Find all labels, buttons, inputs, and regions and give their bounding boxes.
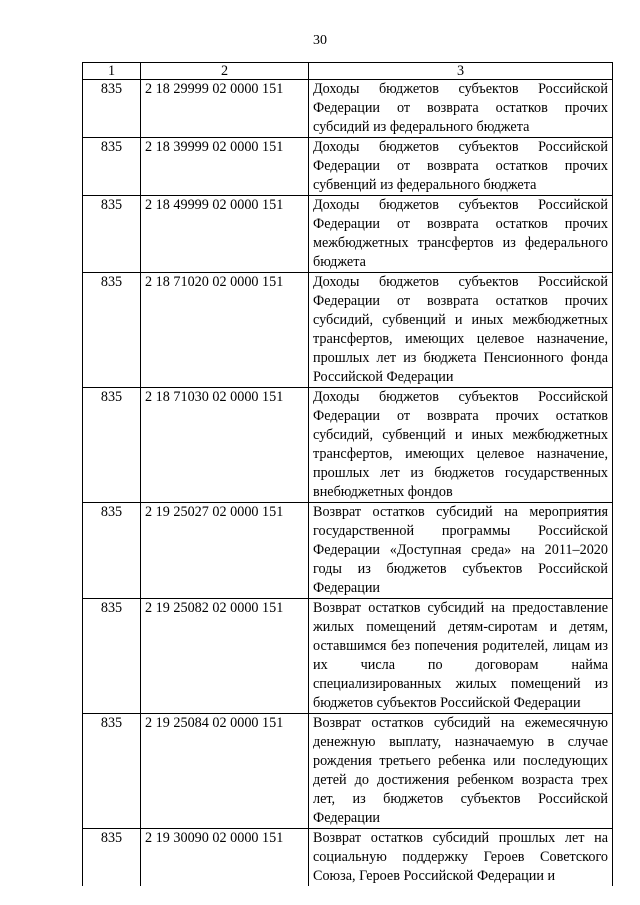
admin-code-cell: 835 — [83, 829, 141, 887]
admin-code-cell: 835 — [83, 599, 141, 714]
admin-code-cell: 835 — [83, 503, 141, 599]
admin-code-cell: 835 — [83, 196, 141, 273]
admin-code-cell: 835 — [83, 138, 141, 196]
page-number: 30 — [313, 33, 327, 48]
budget-classification-table — [82, 62, 613, 886]
classification-code-cell: 2 18 71020 02 0000 151 — [141, 273, 309, 388]
classification-code-cell: 2 18 49999 02 0000 151 — [141, 196, 309, 273]
description-cell: Возврат остатков субсидий на предоставление жилых помещений детям-сиротам и детям, оставшимся без попечения родителей, лицам из их числа по договорам найма специализированных жилых помещений из бюджетов субъектов Российской Федерации — [309, 599, 613, 714]
table-row — [83, 599, 613, 714]
table-row — [83, 138, 613, 196]
table-header-row — [83, 63, 613, 80]
description-cell: Возврат остатков субсидий на ежемесячную денежную выплату, назначаемую в случае рождения третьего ребенка или последующих детей до достижения ребенком возраста трех лет, из бюджетов субъектов Российской Федерации — [309, 714, 613, 829]
admin-code-cell: 835 — [83, 273, 141, 388]
table-row — [83, 80, 613, 138]
description-cell: Доходы бюджетов субъектов Российской Федерации от возврата остатков прочих субвенций из федерального бюджета — [309, 138, 613, 196]
table-row — [83, 829, 613, 887]
classification-code-cell: 2 18 71030 02 0000 151 — [141, 388, 309, 503]
description-cell: Возврат остатков субсидий прошлых лет на социальную поддержку Героев Советского Союза, Героев Российской Федерации и — [309, 829, 613, 887]
classification-code-cell: 2 19 25082 02 0000 151 — [141, 599, 309, 714]
table-row — [83, 388, 613, 503]
classification-code-cell: 2 18 39999 02 0000 151 — [141, 138, 309, 196]
table-row — [83, 714, 613, 829]
description-cell: Доходы бюджетов субъектов Российской Федерации от возврата остатков прочих субсидий из федерального бюджета — [309, 80, 613, 138]
table-row — [83, 273, 613, 388]
classification-code-cell: 2 19 25027 02 0000 151 — [141, 503, 309, 599]
column-header-code: 2 — [141, 63, 309, 80]
column-header-admin: 1 — [83, 63, 141, 80]
column-header-description: 3 — [309, 63, 613, 80]
description-cell: Возврат остатков субсидий на мероприятия государственной программы Российской Федерации «Доступная среда» на 2011–2020 годы из бюджетов субъектов Российской Федерации — [309, 503, 613, 599]
description-cell: Доходы бюджетов субъектов Российской Федерации от возврата остатков прочих субсидий, субвенций и иных межбюджетных трансфертов, имеющих целевое назначение, прошлых лет из бюджета Пенсионного фонда Российской Федерации — [309, 273, 613, 388]
description-cell: Доходы бюджетов субъектов Российской Федерации от возврата прочих остатков субсидий, субвенций и иных межбюджетных трансфертов, имеющих целевое назначение, прошлых лет из бюджетов государственных внебюджетных фондов — [309, 388, 613, 503]
admin-code-cell: 835 — [83, 714, 141, 829]
admin-code-cell: 835 — [83, 80, 141, 138]
description-cell: Доходы бюджетов субъектов Российской Федерации от возврата остатков прочих межбюджетных трансфертов из федерального бюджета — [309, 196, 613, 273]
classification-code-cell: 2 19 25084 02 0000 151 — [141, 714, 309, 829]
admin-code-cell: 835 — [83, 388, 141, 503]
classification-code-cell: 2 19 30090 02 0000 151 — [141, 829, 309, 887]
table-row — [83, 196, 613, 273]
classification-code-cell: 2 18 29999 02 0000 151 — [141, 80, 309, 138]
table-row — [83, 503, 613, 599]
